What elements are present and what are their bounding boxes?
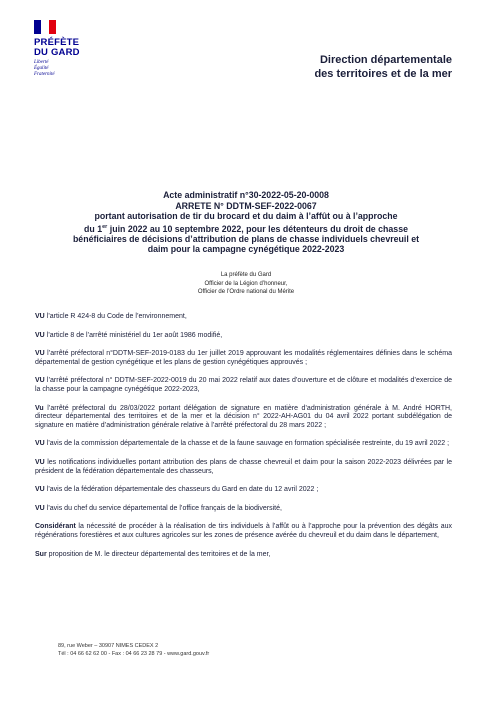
decree-number: ARRETE N° DDTM-SEF-2022-0067	[175, 200, 317, 211]
prefect-name: PRÉFÈTE DU GARD	[34, 37, 80, 58]
vu-paragraph: Vu l’arrêté préfectoral du 28/03/2022 portant délégation de signature en matière d’administration générale à M. André HORTH, directeur départemental des territoires et de la mer et la décision n° 2022-AH-AG01 du 04 avril 2022 portant subdélégation de signature en matière d’administration générale relative à l’arrêté préfectoral du 28 mars 2022 ;	[35, 404, 452, 429]
document-title	[30, 190, 462, 255]
prefet-block: La préfète du Gard Officier de la Légion d’honneur, Officier de l’Ordre national du Mérite	[197, 272, 295, 295]
title-line: du 1er juin 2022 au 10 septembre 2022, pour les détenteurs du droit de chasse	[84, 223, 408, 234]
title-line: daim pour la campagne cynégétique 2022-2023	[147, 244, 345, 255]
vu-paragraph: VU l’article R 424-8 du Code de l’environnement,	[35, 313, 187, 320]
act-number: Acte administratif n°30-2022-05-20-0008	[163, 190, 329, 200]
considerant-paragraph: Considérant la nécessité de procéder à la réalisation de tirs individuels à l’affût ou à l’approche pour la prévention des dégâts aux régénérations forestières et aux cultures agricoles sur les zones de présence avérée du chevreuil et du daim dans le département,	[35, 523, 452, 539]
footer-address: 89, rue Weber – 30907 NIMES CEDEX 2 Tél : 04 66 62 62 00 - Fax : 04 66 23 28 79 - www.gard.gouv.fr	[58, 643, 210, 657]
prefecture-logo	[34, 20, 124, 78]
vu-paragraph: VU l’avis de la fédération départementale des chasseurs du Gard en date du 12 avril 2022 ;	[35, 486, 319, 494]
direction-heading: Direction départementale des territoires et de la mer	[314, 54, 452, 80]
marianne-flag-icon	[34, 20, 56, 34]
title-line: portant autorisation de tir du brocard et du daim à l’affût ou à l’approche	[94, 211, 398, 221]
vu-paragraph: VU l’avis du chef du service départemental de l’office français de la biodiversité,	[35, 504, 282, 512]
document-body	[35, 313, 452, 559]
vu-paragraph: VU les notifications individuelles portant attribution des plans de chasse chevreuil et daim pour la saison 2022-2023 délivrées par le président de la fédération départementale des chasseurs,	[35, 458, 452, 475]
vu-paragraph: VU l’avis de la commission départementale de la chasse et de la faune sauvage en formation spécialisée restreinte, du 19 avril 2022 ;	[35, 440, 450, 448]
vu-paragraph: VU l’arrêté préfectoral n°DDTM-SEF-2019-0183 du 1er juillet 2019 approuvant les modalités réglementaires définies dans le schéma départemental de gestion cynégétique et les plans de gestion cynégétiques approuvés ;	[35, 350, 452, 366]
proposal-paragraph: Sur proposition de M. le directeur départemental des territoires et de la mer,	[35, 550, 271, 558]
title-line: bénéficiaires de décisions d’attribution de plans de chasse individuels chevreuil et	[72, 233, 420, 244]
vu-paragraph: VU l’article 8 de l’arrêté ministériel du 1er août 1986 modifié,	[35, 331, 223, 339]
vu-paragraph: VU l’arrêté préfectoral n° DDTM-SEF-2022-0019 du 20 mai 2022 relatif aux dates d’ouverture et de clôture et modalités d’exercice de la chasse pour la campagne cynégétique 2022-2023,	[35, 377, 452, 393]
republic-motto: Liberté Égalité Fraternité	[34, 60, 55, 77]
